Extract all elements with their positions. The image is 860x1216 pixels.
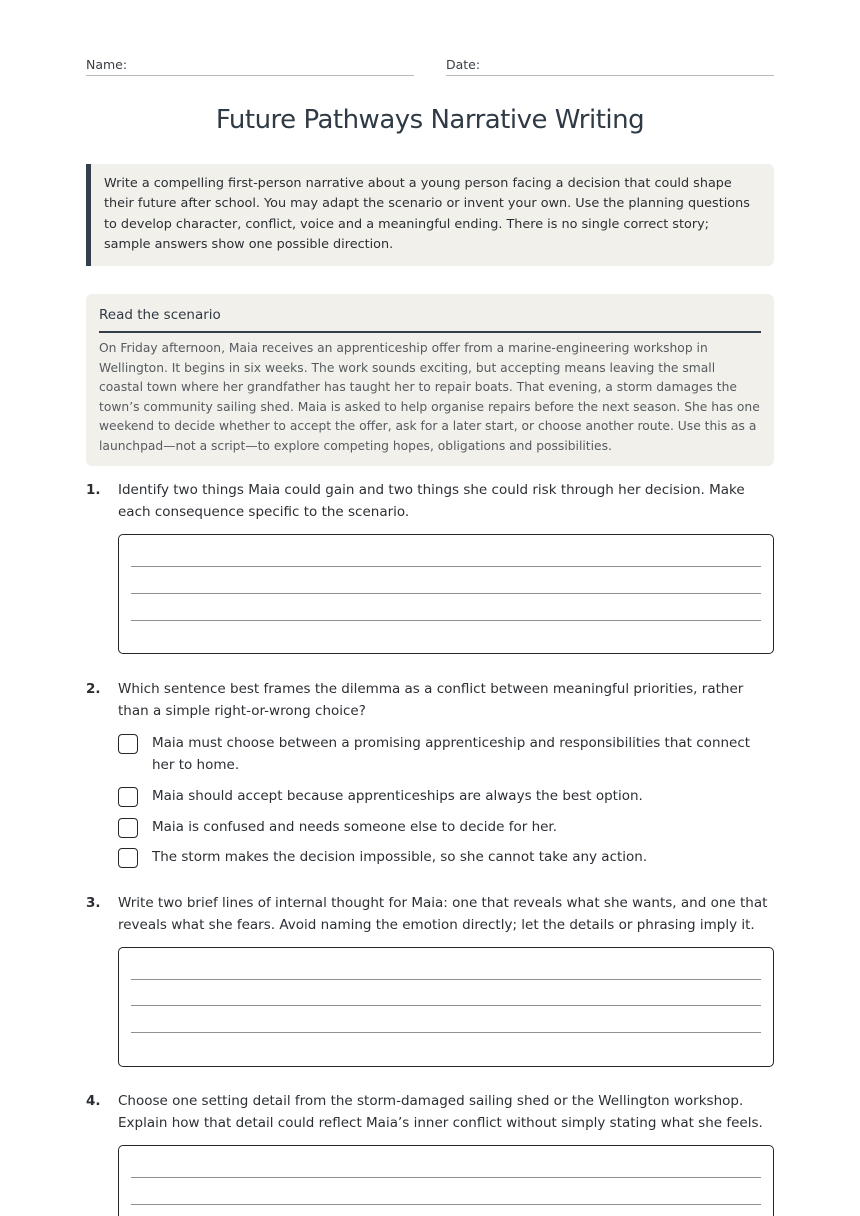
question-text: Which sentence best frames the dilemma as a conflict between meaningful priorities, rather than a simple right-or-wrong choice?: [118, 681, 744, 719]
answer-box[interactable]: [118, 534, 774, 654]
option-checkbox[interactable]: [118, 734, 138, 754]
question-1: [86, 479, 774, 659]
option-label: Maia should accept because apprenticeships are always the best option.: [152, 788, 643, 804]
option-checkbox[interactable]: [118, 848, 138, 868]
answer-line: [131, 1204, 761, 1205]
question-number: 3.: [86, 895, 101, 911]
question-text: Choose one setting detail from the storm-damaged sailing shed or the Wellington workshop. Explain how that detail could reflect Maia’s inner conflict without simply stating what she feels.: [118, 1093, 763, 1131]
question-text: Identify two things Maia could gain and two things she could risk through her decision. Make each consequence specific to the scenario.: [118, 482, 745, 520]
answer-line: [131, 593, 761, 594]
question-text: Write two brief lines of internal thought for Maia: one that reveals what she wants, and one that reveals what she fears. Avoid naming the emotion directly; let the details or phrasing imply it.: [118, 895, 768, 933]
name-label: Name:: [86, 57, 128, 72]
answer-box[interactable]: [118, 1145, 774, 1216]
date-field[interactable]: [446, 54, 774, 76]
answer-line: [131, 979, 761, 980]
option-checkbox[interactable]: [118, 818, 138, 838]
page-title: Future Pathways Narrative Writing: [215, 105, 645, 135]
intro-instructions: Write a compelling first-person narrative about a young person facing a decision that could shape their future after school. You may adapt the scenario or invent your own. Use the planning questions to develop character, conflict, voice and a meaningful ending. There is no single correct story; sample answers show one possible direction.: [86, 164, 774, 266]
option-label: Maia is confused and needs someone else to decide for her.: [152, 819, 558, 835]
scenario-panel: [86, 294, 774, 466]
scenario-body: On Friday afternoon, Maia receives an apprenticeship offer from a marine-engineering workshop in Wellington. It begins in six weeks. The work sounds exciting, but accepting means leaving the small coastal town where her grandfather has taught her to repair boats. That evening, a storm damages the town’s community sailing shed. Maia is asked to help organise repairs before the next season. She has one weekend to decide whether to accept the offer, ask for a later start, or choose another route. Use this as a launchpad—not a script—to explore competing hopes, obligations and possibilities.: [99, 341, 760, 453]
answer-line: [131, 1032, 761, 1033]
name-field[interactable]: [86, 54, 414, 76]
choice-option-2[interactable]: [118, 785, 774, 807]
name-date-row: [86, 54, 774, 76]
date-label: Date:: [446, 57, 481, 72]
question-number: 4.: [86, 1093, 101, 1109]
question-3: [86, 892, 774, 1072]
option-label: The storm makes the decision impossible, so she cannot take any action.: [152, 849, 648, 865]
choice-option-1[interactable]: [118, 732, 774, 776]
answer-line: [131, 620, 761, 621]
question-4: [86, 1090, 774, 1216]
question-number: 1.: [86, 482, 101, 498]
choice-option-3[interactable]: [118, 816, 774, 838]
answer-line: [131, 1177, 761, 1178]
choice-option-4[interactable]: [118, 846, 774, 868]
option-label: Maia must choose between a promising apprenticeship and responsibilities that connect her to home.: [152, 735, 751, 773]
scenario-heading: Read the scenario: [99, 306, 761, 333]
answer-line: [131, 1005, 761, 1006]
answer-box[interactable]: [118, 947, 774, 1067]
question-number: 2.: [86, 681, 101, 697]
option-checkbox[interactable]: [118, 787, 138, 807]
question-2: [86, 678, 774, 878]
answer-line: [131, 566, 761, 567]
